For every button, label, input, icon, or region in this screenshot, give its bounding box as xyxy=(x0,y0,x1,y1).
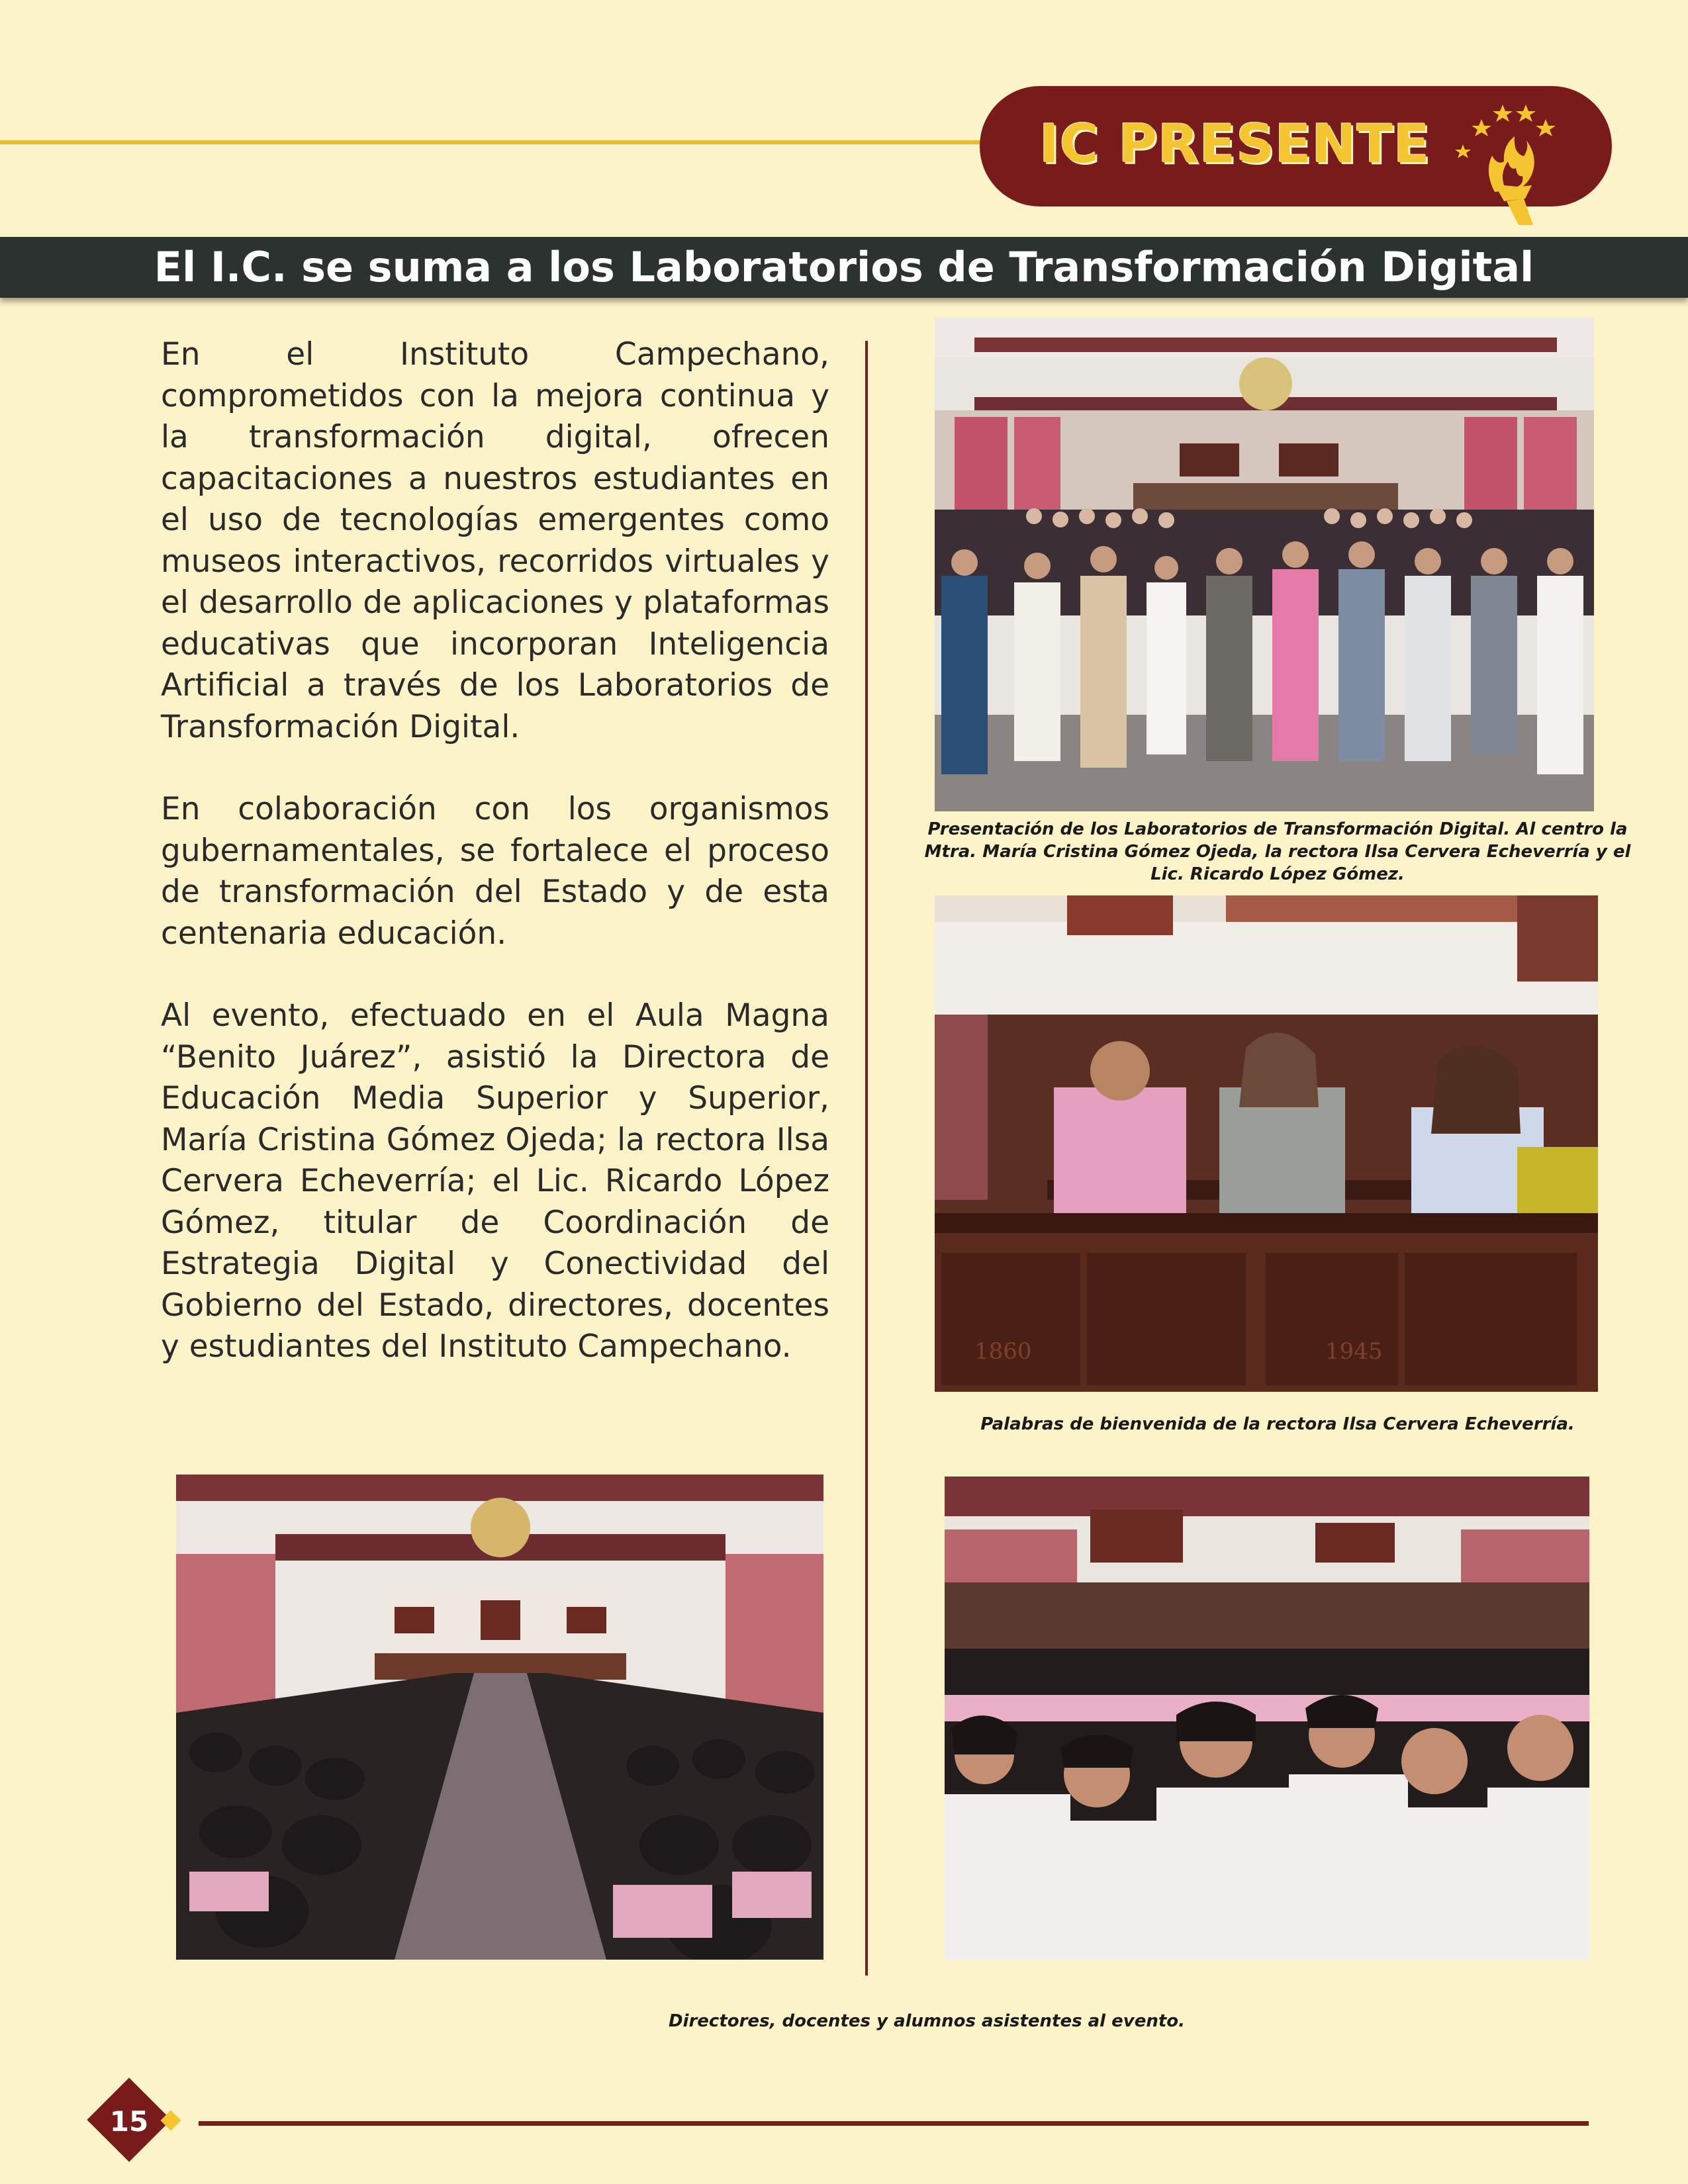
footer-rule xyxy=(199,2121,1589,2126)
page-number: 15 xyxy=(109,2105,149,2138)
header-rule xyxy=(0,140,986,144)
desk-year-right: 1945 xyxy=(1325,1338,1383,1365)
body-paragraph-1: En el Instituto Campechano, comprometidos con la mejora continua y la transformación digital, ofrecen capacitaciones a nuestros estudiantes en el uso de tecnologías emergentes como museos interactivos, recorridos virtuales y el desarrollo de aplicaciones y plataformas educativas que incorporan Inteligencia Artificial a través de los Laboratorios de Transformación Digital. xyxy=(161,336,829,745)
desk-year-left: 1860 xyxy=(974,1338,1032,1365)
caption-podium-photo: Palabras de bienvenida de la rectora Ilsa Cervera Echeverría. xyxy=(980,1414,1575,1434)
column-divider xyxy=(865,341,868,1976)
audience-hall-photo xyxy=(176,1475,823,1960)
headline-bar xyxy=(0,237,1688,298)
section-tag xyxy=(980,86,1612,206)
group-photo xyxy=(935,318,1594,811)
caption-audience-photos: Directores, docentes y alumnos asistentes al evento. xyxy=(668,2011,1186,2031)
caption-group-photo: Presentación de los Laboratorios de Transformación Digital. Al centro la Mtra. María Cristina Gómez Ojeda, la rectora Ilsa Cervera Echeverría y el Lic. Ricardo López Gómez. xyxy=(924,819,1631,884)
torch-icon xyxy=(1443,93,1575,225)
podium-photo xyxy=(935,895,1598,1392)
students-photo xyxy=(945,1477,1589,1960)
page-number-badge xyxy=(93,2083,172,2163)
article-body xyxy=(161,334,829,1409)
section-tag-label: IC PRESENTE xyxy=(1039,113,1430,175)
article-headline: El I.C. se suma a los Laboratorios de Transformación Digital xyxy=(154,243,1534,291)
body-paragraph-2: En colaboración con los organismos gubernamentales, se fortalece el proceso de transformación del Estado y de esta centenaria educación. xyxy=(161,791,829,952)
body-paragraph-3: Al evento, efectuado en el Aula Magna “Benito Juárez”, asistió la Directora de Educación Media Superior y Superior, María Cristina Gómez Ojeda; la rectora Ilsa Cervera Echeverría; el Lic. Ricardo López Gómez, titular de Coordinación de Estrategia Digital y Conectividad del Gobierno del Estado, directores, docentes y estudiantes del Instituto Campechano. xyxy=(161,997,829,1365)
